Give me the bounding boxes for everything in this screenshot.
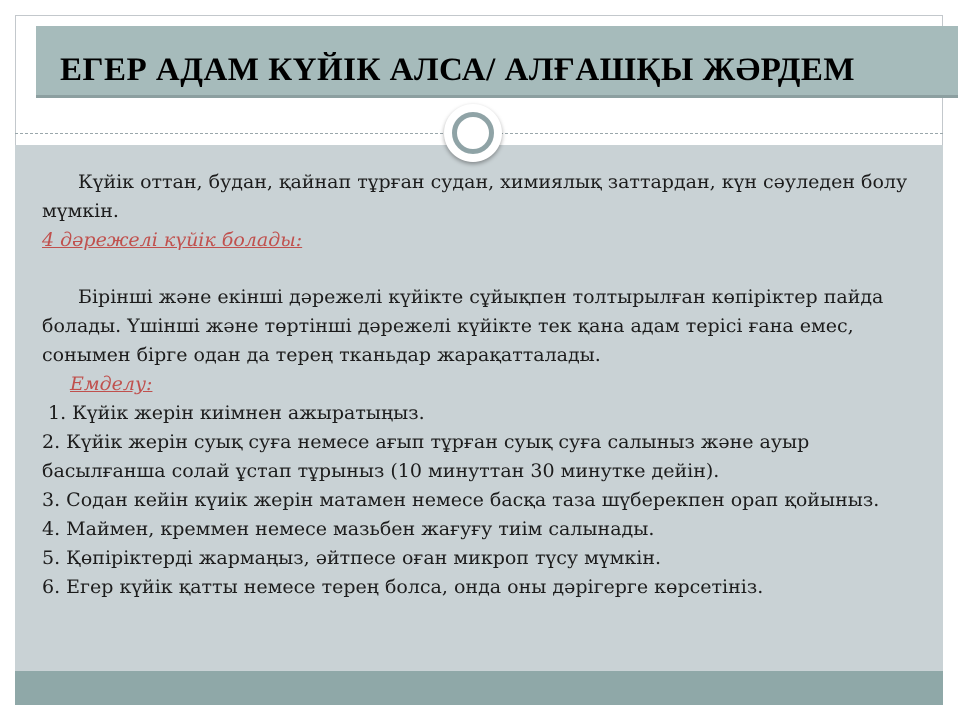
step-item: 3. Содан кейін күиік жерін матамен немесе басқа таза шүберекпен орап қойыныз. <box>42 489 880 511</box>
bottom-band <box>15 671 943 705</box>
step-item: 6. Егер күйік қатты немесе терең болса, онда оны дәрігерге көрсетініз. <box>42 576 764 598</box>
circle-ornament <box>444 104 502 162</box>
step-item: 2. Күйік жерін суық суға немесе ағып тұрған суық суға салыныз және ауыр басылғанша солай ұстап тұрыныз (10 минуттан 30 минутке дейін). <box>42 431 810 482</box>
step-item: 5. Қөпіріктерді жармаңыз, әйтпесе оған микроп түсу мүмкін. <box>42 547 662 569</box>
degrees-paragraph: Бірінші және екінші дәрежелі күйікте сұйықпен толтырылған көпіріктер пайда болады. Үшінші және төртінші дәрежелі күйікте тек қана адам терісі ғана емес, сонымен бірге одан да терең тканьдар жарақатталады. <box>42 286 884 366</box>
intro-paragraph: Күйік оттан, будан, қайнап тұрған судан, химиялық заттардан, күн сәуледен болу мүмкін. <box>42 171 908 222</box>
slide-title: ЕГЕР АДАМ КҮЙІК АЛСА/ АЛҒАШҚЫ ЖӘРДЕМ <box>60 52 856 88</box>
degrees-heading: 4 дәрежелі күйік болады: <box>42 229 303 251</box>
spacer <box>42 255 922 283</box>
treatment-heading: Емделу: <box>70 373 153 395</box>
step-item: 1. Күйік жерін киімнен ажыратыңыз. <box>48 402 425 424</box>
circle-ring <box>452 112 494 154</box>
step-item: 4. Маймен, креммен немесе мазьбен жағуғу тиім салынады. <box>42 518 655 540</box>
slide-body <box>42 168 922 602</box>
treatment-heading-line <box>42 370 922 399</box>
